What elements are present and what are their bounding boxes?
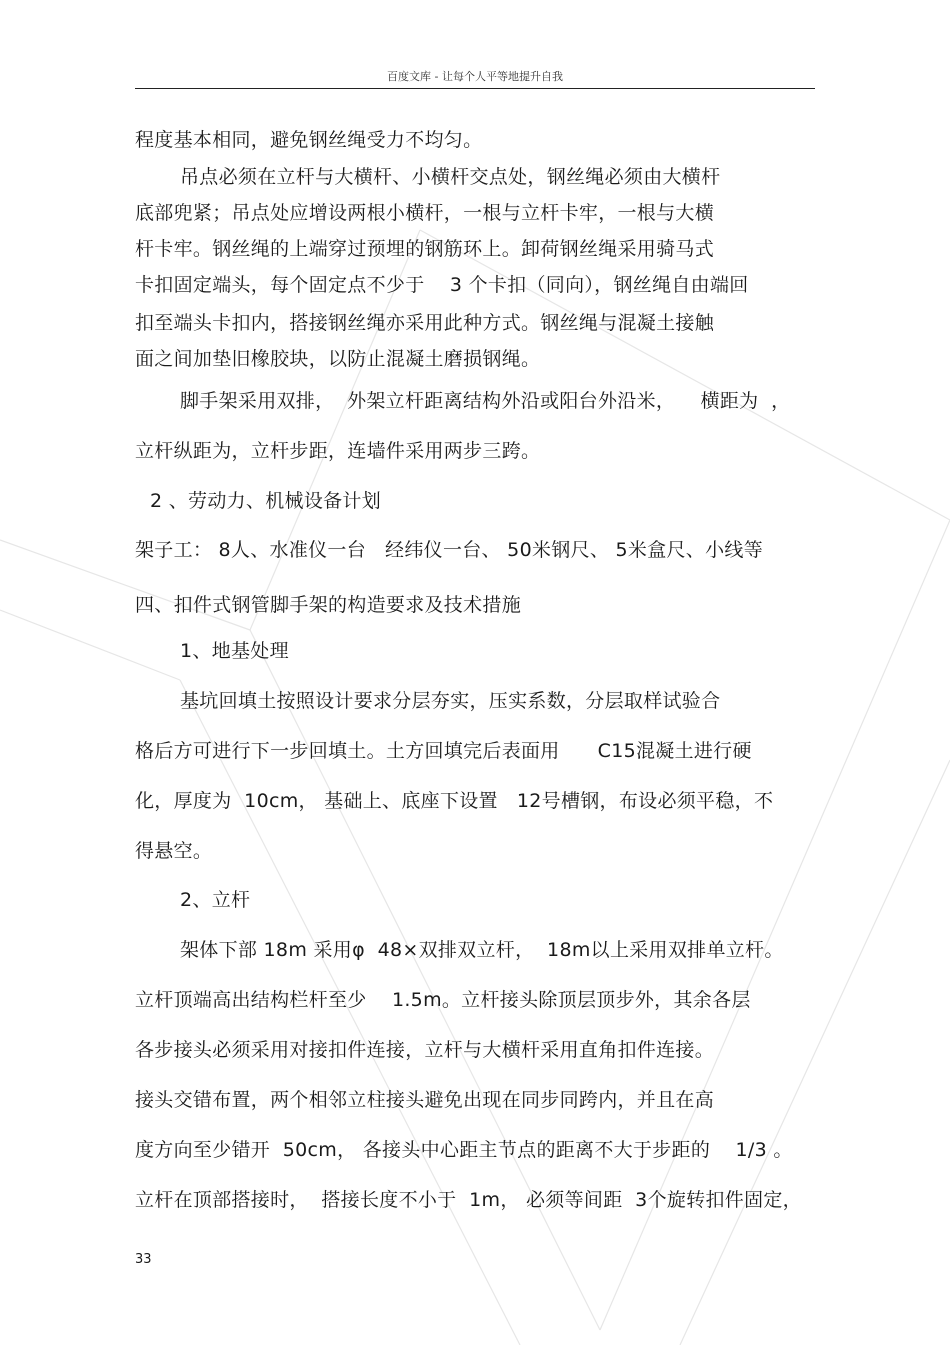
text-line: 格后方可进行下一步回填土。土方回填完后表面用 C15混凝土进行硬 — [135, 740, 752, 762]
text-line: 杆卡牢。钢丝绳的上端穿过预埋的钢筋环上。卸荷钢丝绳采用骑马式 — [135, 238, 715, 260]
text-line: 立杆顶端高出结构栏杆至少 1.5m。立杆接头除顶层顶步外，其余各层 — [135, 989, 751, 1011]
text-line: 度方向至少错开 50cm， 各接头中心距主节点的距离不大于步距的 1/3 。 — [135, 1139, 793, 1161]
text-line: 立杆纵距为，立杆步距，连墙件采用两步三跨。 — [135, 440, 541, 462]
section-heading: 2、立杆 — [180, 889, 251, 911]
text-line: 基坑回填土按照设计要求分层夯实，压实系数，分层取样试验合 — [180, 690, 721, 712]
text-line: 卡扣固定端头，每个固定点不少于 3 个卡扣（同向），钢丝绳自由端回 — [135, 274, 749, 296]
text-line: 扣至端头卡扣内，搭接钢丝绳亦采用此种方式。钢丝绳与混凝土接触 — [135, 312, 715, 334]
text-line: 面之间加垫旧橡胶块，以防止混凝土磨损钢绳。 — [135, 348, 541, 370]
page-number: 33 — [135, 1252, 152, 1267]
text-line: 底部兜紧；吊点处应增设两根小横杆，一根与立杆卡牢，一根与大横 — [135, 202, 715, 224]
text-line: 接头交错布置，两个相邻立柱接头避免出现在同步同跨内，并且在高 — [135, 1089, 715, 1111]
text-line: 架子工： 8人、水准仪一台 经纬仪一台、 50米钢尺、 5米盒尺、小线等 — [135, 539, 763, 561]
text-line: 得悬空。 — [135, 840, 213, 862]
text-line: 脚手架采用双排， 外架立杆距离结构外沿或阳台外沿米， 横距为 ， — [180, 390, 791, 412]
section-heading: 1、地基处理 — [180, 640, 289, 662]
chapter-heading: 四、扣件式钢管脚手架的构造要求及技术措施 — [135, 594, 522, 616]
text-line: 吊点必须在立杆与大横杆、小横杆交点处，钢丝绳必须由大横杆 — [180, 166, 721, 188]
page-header: 百度文库 - 让每个人平等地提升自我 — [135, 68, 815, 89]
text-line: 立杆在顶部搭接时， 搭接长度不小于 1m， 必须等间距 3个旋转扣件固定， — [135, 1189, 802, 1211]
text-line: 各步接头必须采用对接扣件连接，立杆与大横杆采用直角扣件连接。 — [135, 1039, 715, 1061]
text-line: 化，厚度为 10cm， 基础上、底座下设置 12号槽钢，布设必须平稳，不 — [135, 790, 774, 812]
section-heading: 2 、劳动力、机械设备计划 — [150, 490, 382, 512]
text-line: 架体下部 18m 采用φ 48×双排双立杆， 18m以上采用双排单立杆。 — [180, 939, 784, 961]
text-line: 程度基本相同，避免钢丝绳受力不均匀。 — [135, 129, 483, 151]
